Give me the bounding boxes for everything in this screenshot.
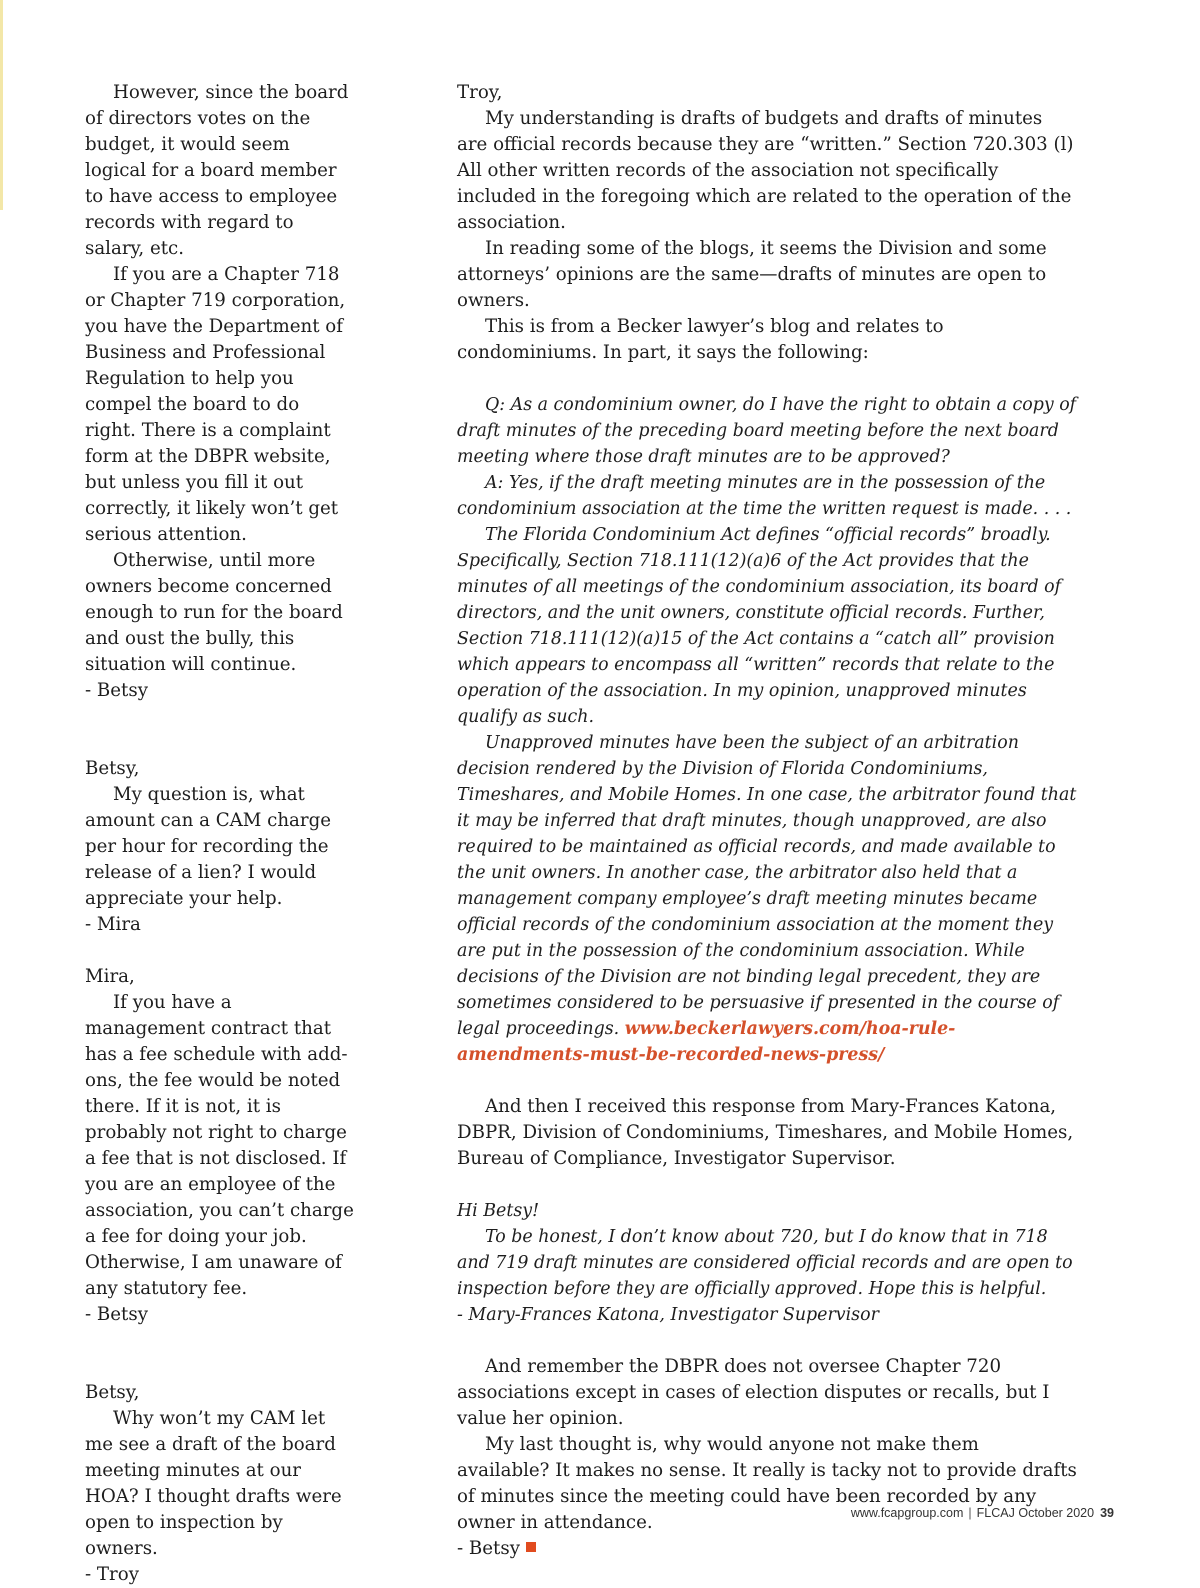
reply-mira-salutation: Mira, <box>85 966 135 987</box>
page-number: 39 <box>1100 1506 1114 1520</box>
right-column <box>457 80 1077 1562</box>
spacer <box>457 1068 1077 1094</box>
left-column <box>85 80 355 1588</box>
signature-betsy-3 <box>457 1536 1077 1562</box>
footer-issue: October 2020 <box>1018 1506 1095 1520</box>
email-quote <box>457 1198 1077 1328</box>
page-edge-mark <box>0 0 3 210</box>
right-paragraph-4: And then I received this response from Mary-Frances Katona, DBPR, Division of Condominiums, Timeshares, and Mobile Homes, Bureau of Compliance, Investigator Supervisor. <box>457 1096 1074 1169</box>
quote-paragraph-2 <box>457 730 1077 1068</box>
blog-quote <box>457 392 1077 1068</box>
signature-mira: - Mira <box>85 914 141 935</box>
end-of-article-square-icon <box>526 1542 536 1552</box>
spacer <box>85 704 355 756</box>
right-paragraph-2: In reading some of the blogs, it seems the Division and some attorneys’ opinions are the same—drafts of minutes are open to owners. <box>457 238 1047 311</box>
email-greeting: Hi Betsy! <box>457 1201 540 1221</box>
spacer <box>85 938 355 964</box>
quote-paragraph-1: The Florida Condominium Act defines “official records” broadly. Specifically, Section 718.111(12)(a)6 of the Act provides that the minutes of all meetings of the condominium association, its board of directors, and the unit owners, constitute official records. Further, Section 718.111(12)(a)15 of the Act contains a “catch all” provision which appears to encompass all “written” records that relate to the operation of the association. In my opinion, unapproved minutes qualify as such. <box>457 525 1062 727</box>
spacer <box>457 1172 1077 1198</box>
right-paragraph-1: My understanding is drafts of budgets and drafts of minutes are official records because they are “written.” Section 720.303 (l) All other written records of the association not specifically included in the foregoing which are related to the operation of the association. <box>457 108 1074 233</box>
footer-publication: FLCAJ <box>976 1506 1015 1520</box>
footer-website[interactable]: www.fcapgroup.com <box>850 1506 964 1520</box>
left-paragraph-2: If you are a Chapter 718 or Chapter 719 corporation, you have the Department of Business and Professional Regulation to help you compel the board to do right. There is a complaint form at the DBPR website, but unless you fill it out correctly, it likely won’t get serious attention. <box>85 264 346 545</box>
quote-answer: A: Yes, if the draft meeting minutes are in the possession of the condominium association at the time the written request is made. . . . <box>457 473 1072 519</box>
quote-question: Q: As a condominium owner, do I have the right to obtain a copy of draft minutes of the preceding board meeting before the next board meeting where those draft minutes are to be approved? <box>457 395 1077 467</box>
letter-troy-salutation: Betsy, <box>85 1382 140 1403</box>
letter-mira-body: My question is, what amount can a CAM charge per hour for recording the release of a lien? I would appreciate your help. <box>85 784 332 909</box>
email-body: To be honest, I don’t know about 720, but I do know that in 718 and 719 draft minutes are considered official records and are open to inspection before they are officially approved. Hope this is helpful. <box>457 1227 1073 1299</box>
left-paragraph-3: Otherwise, until more owners become concerned enough to run for the board and oust the bully, this situation will continue. <box>85 550 343 675</box>
signature-betsy-2: - Betsy <box>85 1304 148 1325</box>
right-paragraph-6: My last thought is, why would anyone not make them available? It makes no sense. It really is tacky not to provide drafts of minutes since the meeting could have been recorded by any owner in attendance. <box>457 1434 1077 1533</box>
right-paragraph-5: And remember the DBPR does not oversee Chapter 720 associations except in cases of election disputes or recalls, but I value her opinion. <box>457 1356 1050 1429</box>
signature-betsy-3-text: - Betsy <box>457 1538 520 1559</box>
reply-troy-salutation: Troy, <box>457 82 503 103</box>
signature-troy: - Troy <box>85 1564 139 1585</box>
right-paragraph-3: This is from a Becker lawyer’s blog and relates to condominiums. In part, it says the following: <box>457 316 944 363</box>
quote-paragraph-2-text: Unapproved minutes have been the subject of an arbitration decision rendered by the Division of Florida Condominiums, Timeshares, and Mobile Homes. In one case, the arbitrator found that it may be inferred that draft minutes, though unapproved, are also required to be maintained as official records, and made available to the unit owners. In another case, the arbitrator also held that a management company employee’s draft meeting minutes became official records of the condominium association at the moment they are put in the possession of the condominium association. While decisions of the Division are not binding legal precedent, they are sometimes considered to be persuasive if presented in the course of legal proceedings. <box>457 733 1077 1039</box>
becker-lawyers-link[interactable]: www.beckerlawyers.com/hoa-rule-amendments-must-be-recorded-news-press/ <box>457 1019 956 1065</box>
reply-mira-body: If you have a management contract that has a fee schedule with add-ons, the fee would be noted there. If it is not, it is probably not right to charge a fee that is not disclosed. If you are an employee of the association, you can’t charge a fee for doing your job. Otherwise, I am unaware of any statutory fee. <box>85 992 354 1299</box>
letter-troy-body: Why won’t my CAM let me see a draft of the board meeting minutes at our HOA? I thought drafts were open to inspection by owners. <box>85 1408 342 1559</box>
email-signature: - Mary-Frances Katona, Investigator Supervisor <box>457 1305 879 1325</box>
spacer <box>457 366 1077 392</box>
spacer <box>85 1328 355 1380</box>
page-footer <box>851 1506 1114 1520</box>
left-paragraph-1: However, since the board of directors votes on the budget, it would seem logical for a board member to have access to employee records with regard to salary, etc. <box>85 82 349 259</box>
letter-mira-salutation: Betsy, <box>85 758 140 779</box>
footer-separator: | <box>968 1506 972 1520</box>
spacer <box>457 1328 1077 1354</box>
signature-betsy-1: - Betsy <box>85 680 148 701</box>
